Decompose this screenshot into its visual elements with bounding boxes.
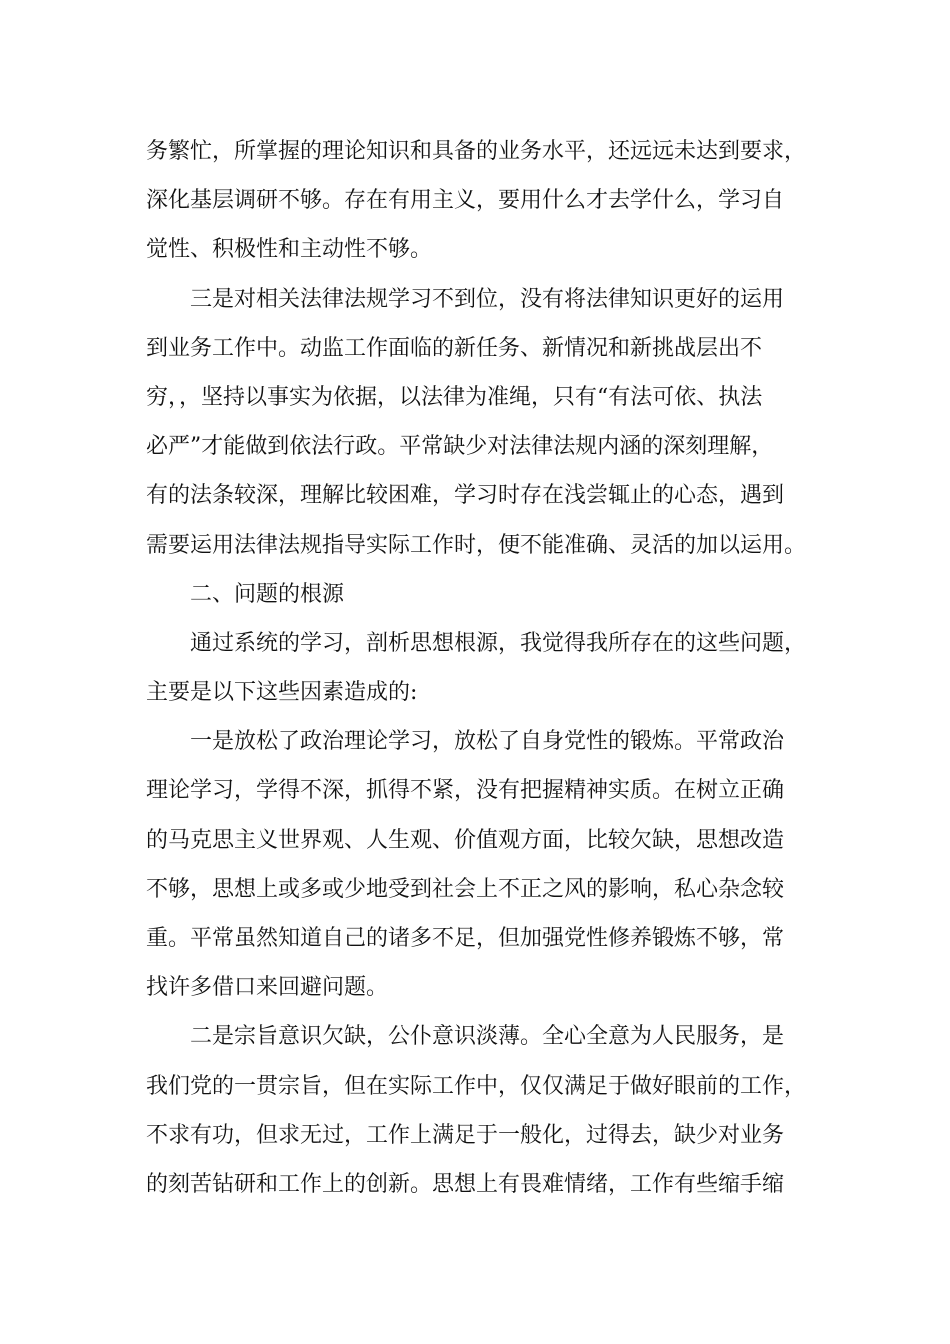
paragraph-start-line: 二是宗旨意识欠缺，公仆意识淡薄。全心全意为人民服务，是 bbox=[190, 1024, 785, 1050]
text-line: 主要是以下这些因素造成的: bbox=[146, 680, 418, 706]
text-line: 必严”才能做到依法行政。平常缺少对法律法规内涵的深刻理解， bbox=[146, 434, 774, 460]
body-text bbox=[146, 127, 806, 1209]
text-line: 需要运用法律法规指导实际工作时，便不能准确、灵活的加以运用。 bbox=[146, 532, 806, 558]
paragraph-start-line: 通过系统的学习，剖析思想根源，我觉得我所存在的这些问题， bbox=[190, 630, 806, 656]
text-line: 觉性、积极性和主动性不够。 bbox=[146, 237, 433, 263]
text-line: 务繁忙，所掌握的理论知识和具备的业务水平，还远远未达到要求， bbox=[146, 139, 806, 164]
section-heading: 二、问题的根源 bbox=[190, 581, 345, 607]
text-line: 深化基层调研不够。存在有用主义，要用什么才去学什么，学习自 bbox=[146, 188, 785, 214]
paragraph-start-line: 三是对相关法律法规学习不到位，没有将法律知识更好的运用 bbox=[190, 286, 785, 312]
text-line: 不够，思想上或多或少地受到社会上不正之风的影响，私心杂念较 bbox=[146, 876, 785, 902]
paragraph-start-line: 一是放松了政治理论学习，放松了自身党性的锻炼。平常政治 bbox=[190, 729, 785, 755]
text-line: 到业务工作中。动监工作面临的新任务、新情况和新挑战层出不 bbox=[146, 335, 763, 361]
text-line: 的马克思主义世界观、人生观、价值观方面，比较欠缺，思想改造 bbox=[146, 827, 785, 853]
text-line: 穷，，坚持以事实为依据，以法律为准绳，只有“有法可依、执法 bbox=[146, 384, 763, 410]
text-line: 重。平常虽然知道自己的诸多不足，但加强党性修养锻炼不够，常 bbox=[146, 926, 785, 951]
text-line: 的刻苦钻研和工作上的创新。思想上有畏难情绪，工作有些缩手缩 bbox=[146, 1171, 785, 1197]
text-line: 有的法条较深，理解比较困难，学习时存在浅尝辄止的心态，遇到 bbox=[146, 483, 785, 509]
text-line: 不求有功，但求无过，工作上满足于一般化，过得去，缺少对业务 bbox=[146, 1122, 785, 1148]
text-line: 理论学习，学得不深，抓得不紧，没有把握精神实质。在树立正确 bbox=[146, 778, 785, 804]
text-line: 我们党的一贯宗旨，但在实际工作中，仅仅满足于做好眼前的工作， bbox=[146, 1073, 806, 1099]
text-line: 找许多借口来回避问题。 bbox=[146, 975, 389, 1001]
